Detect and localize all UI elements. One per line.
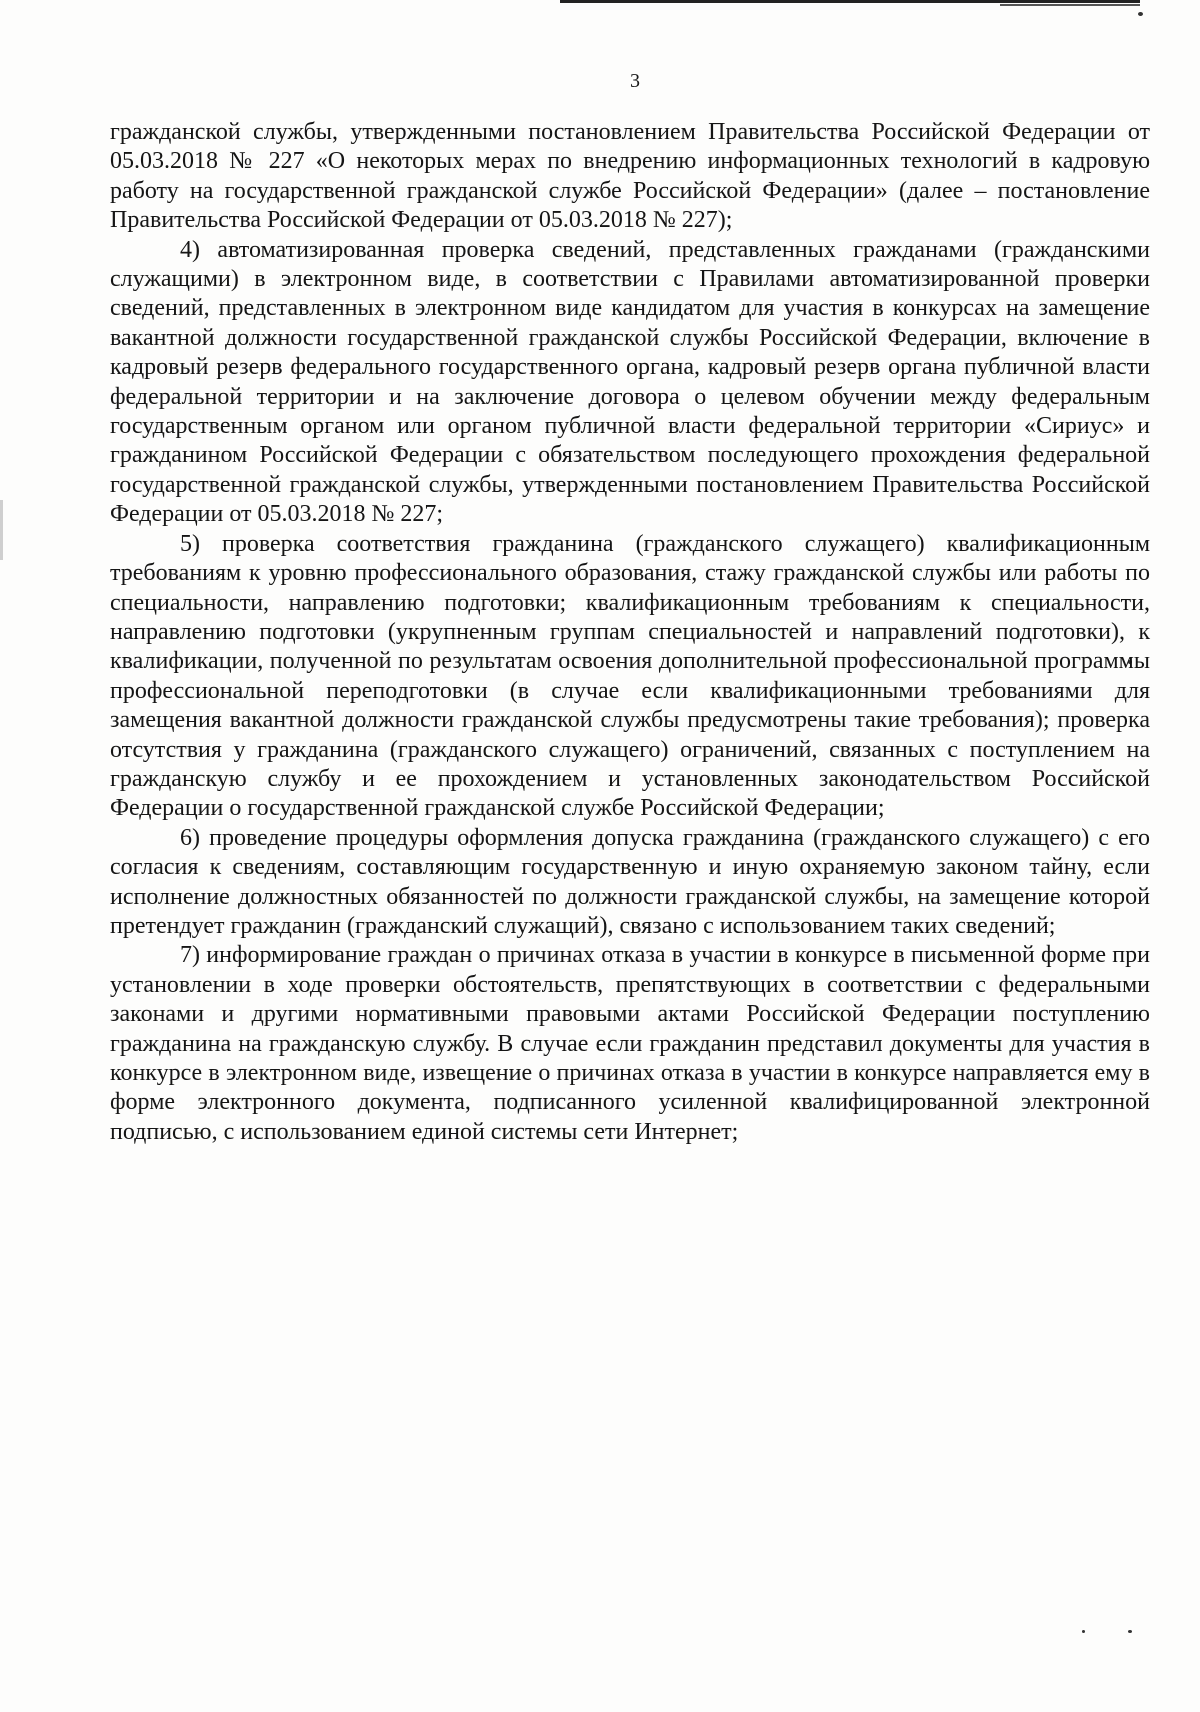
scan-speck — [1138, 12, 1143, 16]
scan-speck — [1082, 1630, 1085, 1633]
paragraph-item-6: 6) проведение процедуры оформления допуска гражданина (гражданского служащего) с его согласия к сведениям, составляющим государственную и иную охраняемую законом тайну, если исполнение должностных обязанностей по должности гражданской службы, на замещение которой претендует гражданин (гражданский служащий), связано с использованием таких сведений; — [110, 824, 1150, 939]
scan-speck — [1128, 1630, 1132, 1633]
scan-edge-mark — [0, 500, 3, 560]
scan-artifact-line — [1000, 4, 1140, 6]
document-body — [110, 118, 1150, 1147]
paragraph-item-7: 7) информирование граждан о причинах отказа в участии в конкурсе в письменной форме при установлении в ходе проверки обстоятельств, препятствующих в соответствии с федеральными законами и другими нормативными правовыми актами Российской Федерации поступлению гражданина на гражданскую службу. В случае если гражданин представил документы для участия в конкурсе в электронном виде, извещение о причинах отказа в участии в конкурсе направляется ему в форме электронного документа, подписанного усиленной квалифицированной электронной подписью, с использованием единой системы сети Интернет; — [110, 942, 1150, 1145]
paragraph-item-5: 5) проверка соответствия гражданина (гражданского служащего) квалификационным требованиям к уровню профессионального образования, стажу гражданской службы или работы по специальности, направлению подготовки; квалификационным требованиям к специальности, направлению подготовки (укрупненным группам специальностей и направлений подготовки), к квалификации, полученной по результатам освоения дополнительной профессиональной программы профессиональной переподготовки (в случае если квалификационными требованиями для замещения вакантной должности гражданской службы предусмотрены такие требования); проверка отсутствия у гражданина (гражданского служащего) ограничений, связанных с поступлением на гражданскую службу и ее прохождением и установленных законодательством Российской Федерации о государственной гражданской службе Российской Федерации; — [110, 530, 1150, 822]
paragraph-continuation: гражданской службы, утвержденными постановлением Правительства Российской Федерации от 05.03.2018 № 227 «О некоторых мерах по внедрению информационных технологий в кадровую работу на государственной гражданской службе Российской Федерации» (далее – постановление Правительства Российской Федерации от 05.03.2018 № 227); — [110, 119, 1150, 234]
page-number: 3 — [630, 70, 640, 92]
paragraph-item-4: 4) автоматизированная проверка сведений, представленных гражданами (гражданскими служащими) в электронном виде, в соответствии с Правилами автоматизированной проверки сведений, представленных в электронном виде кандидатом для участия в конкурсах на замещение вакантной должности государственной гражданской службы Российской Федерации, включение в кадровый резерв федерального государственного органа, кадровый резерв органа публичной власти федеральной территории и на заключение договора о целевом обучении между федеральным государственным органом или органом публичной власти федеральной территории «Сириус» и гражданином Российской Федерации с обязательством последующего прохождения федеральной государственной гражданской службы, утвержденными постановлением Правительства Российской Федерации от 05.03.2018 № 227; — [110, 236, 1150, 528]
scan-artifact-line — [560, 0, 1140, 3]
